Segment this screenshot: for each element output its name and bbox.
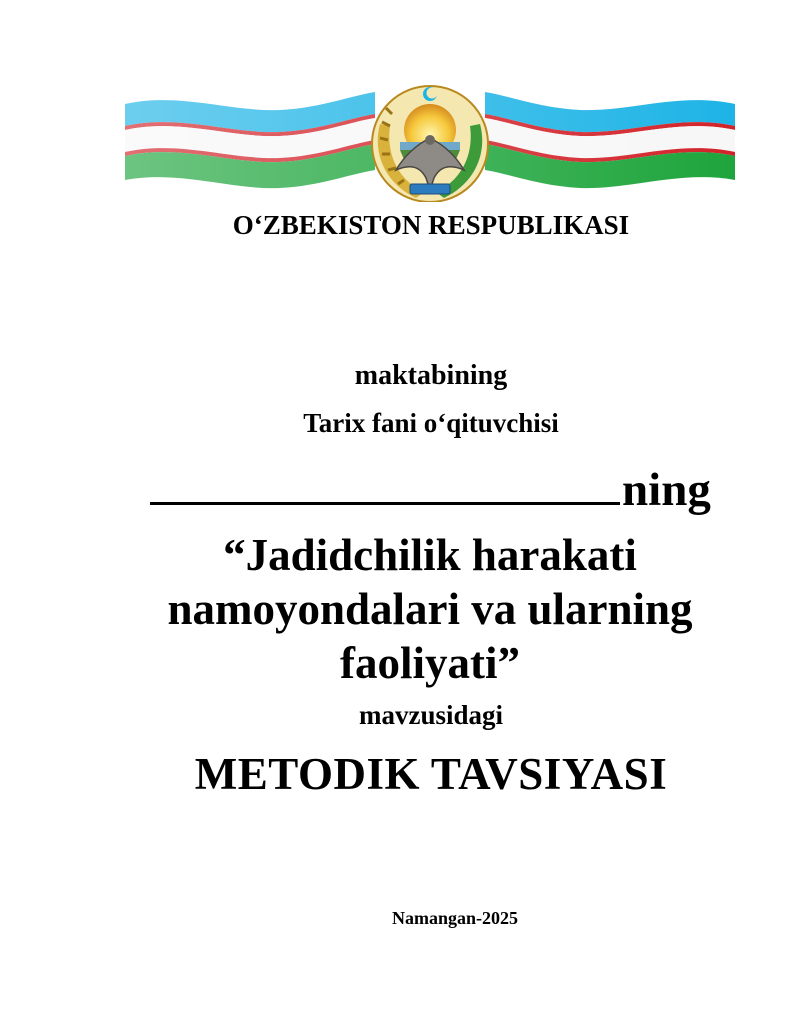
document-type: METODIK TAVSIYASI — [194, 749, 668, 799]
teacher-name-line — [150, 458, 711, 517]
uzbekistan-state-emblem-icon — [120, 82, 740, 202]
topic-about: mavzusidagi — [358, 700, 504, 730]
place-year: Namangan-2025 — [391, 908, 518, 928]
topic-title — [30, 528, 800, 690]
name-blank-underline — [150, 458, 620, 505]
topic-line-2: namoyondalari va ularning — [167, 584, 693, 634]
topic-line-1: “Jadidchilik harakati — [223, 530, 637, 580]
school-line: maktabining — [354, 360, 508, 391]
teacher-role: Tarix fani o‘qituvchisi — [303, 408, 559, 438]
name-suffix: ning — [622, 464, 711, 516]
emblem-seal — [372, 86, 488, 202]
country-name: O‘ZBEKISTON RESPUBLIKASI — [232, 210, 630, 240]
topic-line-3: faoliyati” — [340, 638, 520, 688]
